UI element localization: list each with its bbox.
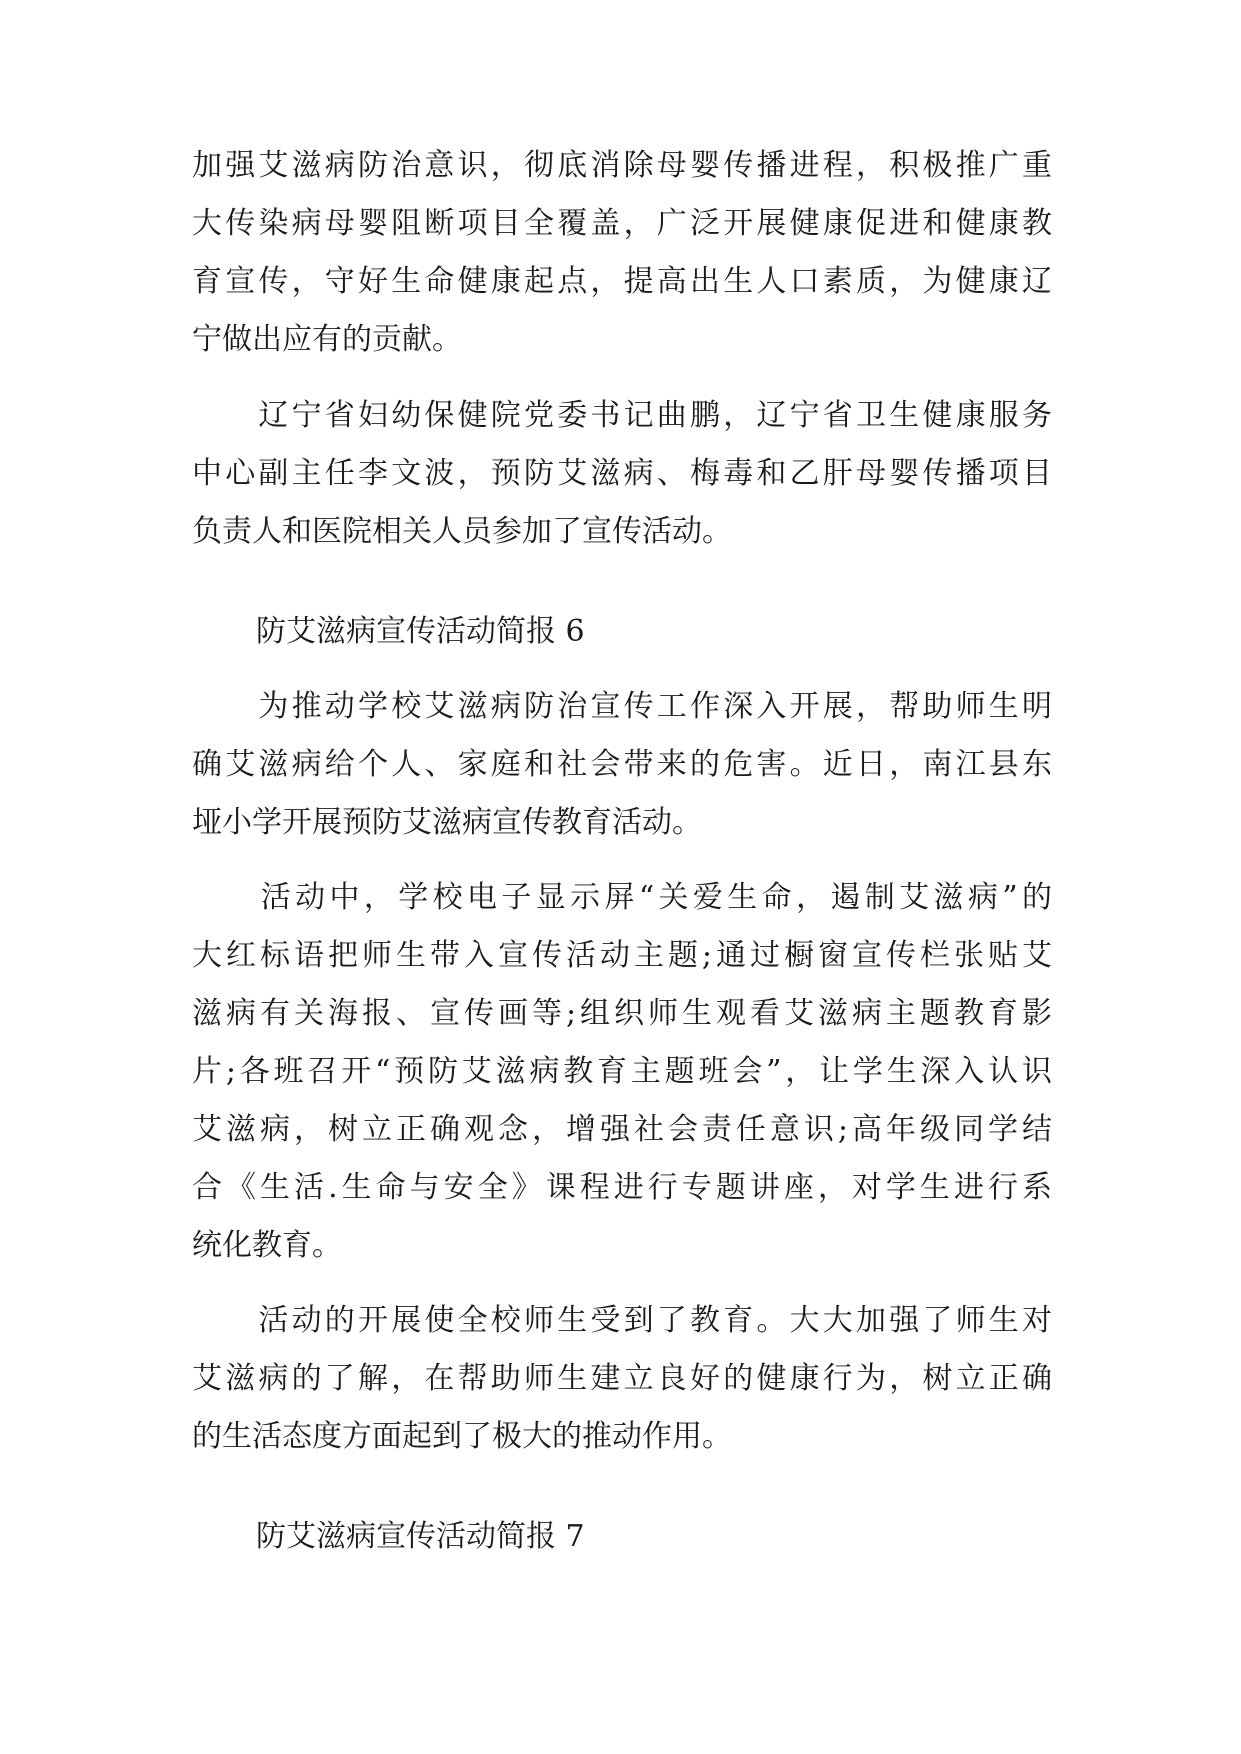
paragraph-line: 宁做出应有的贡献。 — [192, 322, 462, 357]
paragraph-line: 的生活态度方面起到了极大的推动作用。 — [192, 1419, 732, 1454]
paragraph-line: 合《生活.生命与安全》课程进行专题讲座，对学生进行系 — [192, 1170, 1052, 1205]
paragraph-line: 大红标语把师生带入宣传活动主题;通过橱窗宣传栏张贴艾 — [192, 938, 1052, 973]
paragraph-line: 统化教育。 — [192, 1228, 342, 1263]
paragraph-line: 中心副主任李文波，预防艾滋病、梅毒和乙肝母婴传播项目 — [192, 456, 1052, 491]
paragraph-line: 辽宁省妇幼保健院党委书记曲鹏，辽宁省卫生健康服务 — [192, 398, 1052, 433]
paragraph-line: 育宣传，守好生命健康起点，提高出生人口素质，为健康辽 — [192, 264, 1052, 299]
paragraph-line: 大传染病母婴阻断项目全覆盖，广泛开展健康促进和健康教 — [192, 206, 1052, 241]
paragraph-line: 垭小学开展预防艾滋病宣传教育活动。 — [192, 805, 702, 840]
paragraph-line: 活动的开展使全校师生受到了教育。大大加强了师生对 — [192, 1303, 1052, 1338]
section-heading: 防艾滋病宣传活动简报 6 — [256, 614, 585, 649]
paragraph-line: 滋病有关海报、宣传画等;组织师生观看艾滋病主题教育影 — [192, 996, 1052, 1031]
paragraph-line: 确艾滋病给个人、家庭和社会带来的危害。近日，南江县东 — [192, 747, 1052, 782]
paragraph-line: 负责人和医院相关人员参加了宣传活动。 — [192, 514, 732, 549]
paragraph-line: 活动中，学校电子显示屏“关爱生命，遏制艾滋病”的 — [192, 880, 1052, 915]
paragraph-line: 片;各班召开“预防艾滋病教育主题班会”，让学生深入认识 — [192, 1054, 1052, 1089]
section-heading: 防艾滋病宣传活动简报 7 — [256, 1519, 585, 1554]
paragraph-line: 艾滋病的了解，在帮助师生建立良好的健康行为，树立正确 — [192, 1361, 1052, 1396]
paragraph-line: 艾滋病，树立正确观念，增强社会责任意识;高年级同学结 — [192, 1112, 1052, 1147]
paragraph-line: 为推动学校艾滋病防治宣传工作深入开展，帮助师生明 — [192, 689, 1052, 724]
paragraph-line: 加强艾滋病防治意识，彻底消除母婴传播进程，积极推广重 — [192, 148, 1052, 183]
